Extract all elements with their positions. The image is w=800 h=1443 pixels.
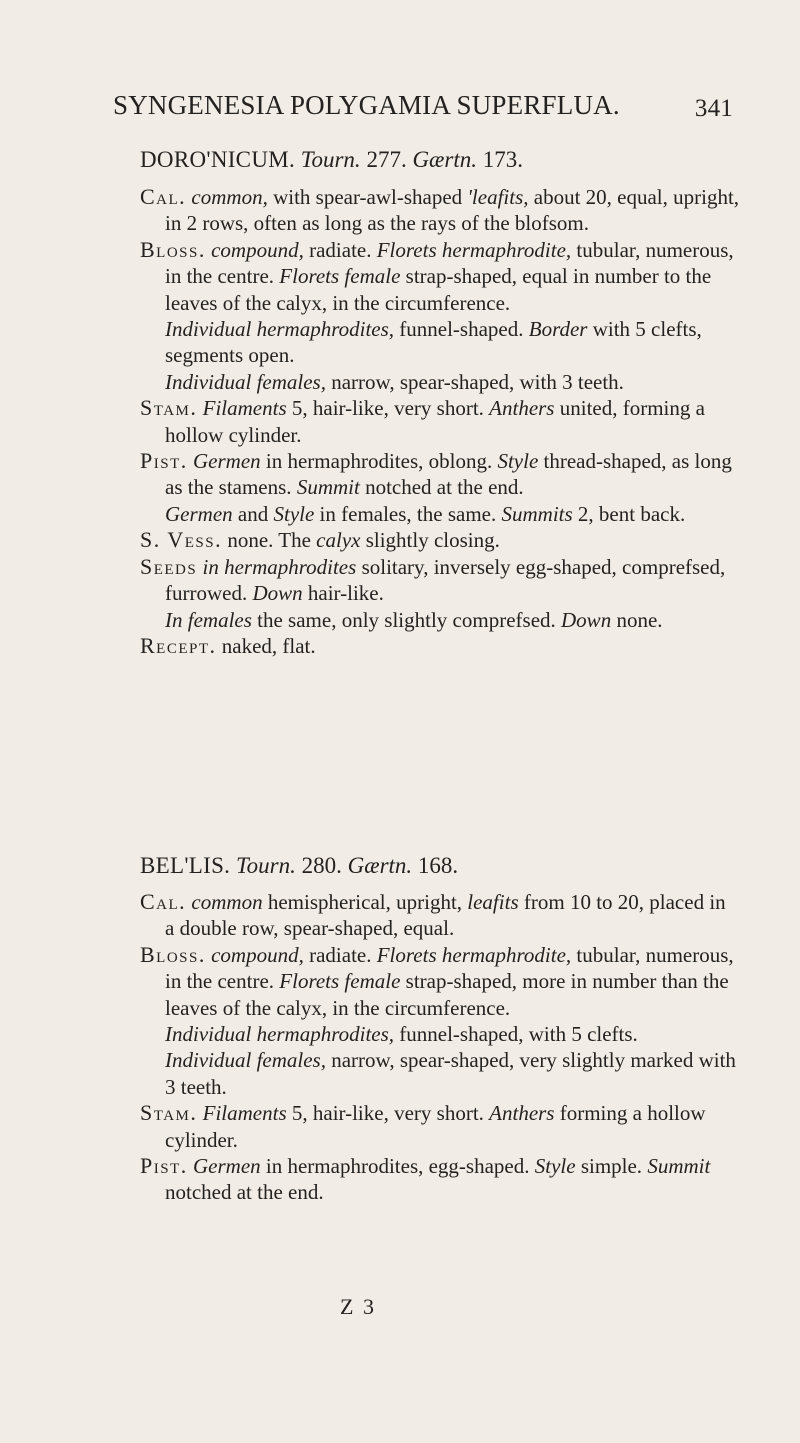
description-text: 5, hair-like, very short. — [286, 1101, 490, 1126]
description-text: forming a hollow cylinder. — [165, 1101, 706, 1152]
tourn-number: 280. — [301, 853, 342, 878]
part-label: Stam. — [140, 1100, 198, 1126]
italic-term: Germen — [193, 449, 261, 474]
italic-term: calyx — [316, 528, 361, 553]
description-paragraph — [140, 942, 740, 1021]
genus-heading-doronicum — [140, 146, 523, 174]
part-label: Seeds — [140, 553, 198, 579]
part-label: Stam. — [140, 395, 198, 421]
description-text: about 20, equal, upright, in 2 rows, often as long as the rays of the blofsom. — [165, 185, 740, 236]
description-paragraph — [140, 395, 740, 448]
description-text: strap-shaped, equal in number to the leaves of the calyx, in the circumference. — [165, 264, 712, 315]
part-label: Bloss. — [140, 236, 206, 262]
genus-description-bellis — [140, 889, 740, 1206]
italic-term: 'leafits, — [467, 185, 529, 209]
part-label: Bloss. — [140, 941, 206, 967]
italic-term: Summit — [296, 475, 360, 500]
description-text: united, forming a hollow cylinder. — [165, 396, 705, 447]
italic-term: Anthers — [489, 396, 555, 421]
italic-term: Florets female — [279, 969, 401, 994]
italic-term: compound, — [211, 942, 304, 967]
description-text: in hermaphrodites, egg-shaped. — [260, 1154, 535, 1179]
italic-term: Filaments — [202, 396, 287, 421]
description-text: none. The — [227, 528, 317, 553]
gaertn-ref: Gærtn. — [347, 853, 413, 878]
gaertn-ref: Gærtn. — [412, 147, 477, 172]
italic-term: Style — [273, 501, 315, 526]
genus-heading-bellis — [140, 852, 458, 880]
description-text: tubular, numerous, in the centre. — [165, 237, 734, 289]
catchword: Z 3 — [340, 1294, 376, 1319]
italic-term: common — [191, 890, 263, 914]
description-paragraph — [140, 369, 740, 395]
description-text: notched at the end. — [359, 475, 524, 500]
italic-term: Filaments — [202, 1101, 287, 1126]
description-text: narrow, spear-shaped, very slightly marked with 3 teeth. — [165, 1048, 736, 1099]
genus-name: DORO'NICUM. — [140, 147, 296, 172]
description-text: in females, the same. — [314, 501, 502, 526]
running-title: SYNGENESIA POLYGAMIA SUPERFLUA. — [113, 90, 620, 120]
description-paragraph — [140, 554, 740, 607]
italic-term: Down — [252, 581, 303, 606]
page-number: 341 — [694, 95, 733, 122]
italic-term: Florets hermaphrodite, — [376, 942, 572, 967]
description-paragraph — [140, 1047, 740, 1100]
description-text: hemispherical, upright, — [262, 890, 468, 914]
description-text: radiate. — [303, 942, 377, 967]
italic-term: Summit — [647, 1154, 711, 1179]
description-text: funnel-shaped, with 5 clefts. — [394, 1022, 638, 1047]
description-paragraph — [140, 237, 740, 316]
genus-description-doronicum — [140, 184, 740, 659]
description-text: from 10 to 20, placed in a double row, spear-shaped, equal. — [165, 890, 726, 941]
part-label: Pist. — [140, 448, 188, 474]
italic-term: compound, — [211, 237, 304, 262]
italic-term: leafits — [467, 890, 519, 914]
part-label: Pist. — [140, 1153, 188, 1179]
description-paragraph — [140, 184, 740, 237]
italic-term: Down — [561, 607, 612, 632]
italic-term: Individual hermaphrodites, — [165, 317, 395, 342]
description-paragraph — [140, 1100, 740, 1153]
italic-term: Florets hermaphrodite, — [376, 237, 572, 262]
italic-term: Border — [528, 317, 588, 342]
description-text: with 5 clefts, segments open. — [165, 317, 702, 368]
description-paragraph — [140, 889, 740, 942]
description-text: hair-like. — [302, 581, 384, 606]
description-text: simple. — [575, 1154, 648, 1179]
italic-term: Individual females, — [165, 1048, 326, 1073]
italic-term: Summits — [501, 501, 573, 526]
description-text: 5, hair-like, very short. — [286, 396, 490, 421]
description-text: funnel-shaped. — [394, 317, 529, 342]
italic-term: common, — [191, 185, 268, 209]
description-text: tubular, numerous, in the centre. — [165, 942, 734, 994]
description-text: slightly closing. — [360, 528, 500, 553]
description-text: solitary, inversely egg-shaped, comprefsed, furrowed. — [165, 554, 726, 606]
description-paragraph — [140, 501, 740, 527]
description-text: radiate. — [303, 237, 377, 262]
part-label: Cal. — [140, 184, 187, 209]
gaertn-number: 173. — [482, 147, 523, 172]
italic-term: Style — [534, 1154, 576, 1179]
description-text: the same, only slightly comprefsed. — [251, 607, 562, 632]
description-text: in hermaphrodites, oblong. — [260, 449, 498, 474]
description-paragraph — [140, 607, 740, 633]
description-text: thread-shaped, as long as the stamens. — [165, 449, 732, 500]
description-paragraph — [140, 527, 740, 553]
tourn-ref: Tourn. — [235, 853, 296, 878]
description-text: and — [232, 501, 274, 526]
italic-term: Florets female — [279, 264, 401, 289]
description-text: naked, flat. — [221, 633, 316, 658]
description-paragraph — [140, 1153, 740, 1206]
description-text: none. — [611, 607, 663, 632]
description-text: narrow, spear-shaped, with 3 teeth. — [325, 369, 624, 394]
description-paragraph — [140, 316, 740, 369]
italic-term: In females — [165, 607, 252, 632]
description-text: with spear-awl-shaped — [267, 185, 468, 209]
description-text: strap-shaped, more in number than the leaves of the calyx, in the circumference. — [165, 969, 729, 1020]
running-head — [113, 90, 733, 120]
description-paragraph — [140, 448, 740, 501]
italic-term: Anthers — [489, 1101, 555, 1126]
italic-term: in hermaphrodites — [202, 554, 357, 579]
italic-term: Individual females, — [165, 369, 326, 394]
part-label: S. Vess. — [140, 527, 223, 553]
italic-term: Germen — [165, 501, 233, 526]
genus-name: BEL'LIS. — [140, 853, 231, 878]
part-label: Cal. — [140, 889, 187, 914]
gaertn-number: 168. — [417, 853, 459, 878]
tourn-ref: Tourn. — [300, 147, 361, 172]
tourn-number: 277. — [366, 147, 407, 172]
description-text: notched at the end. — [165, 1180, 324, 1205]
italic-term: Style — [497, 449, 539, 474]
description-text: 2, bent back. — [572, 501, 686, 526]
italic-term: Individual hermaphrodites, — [165, 1022, 395, 1047]
description-paragraph — [140, 633, 740, 659]
description-paragraph — [140, 1021, 740, 1047]
part-label: Recept. — [140, 632, 217, 658]
italic-term: Germen — [193, 1154, 261, 1179]
